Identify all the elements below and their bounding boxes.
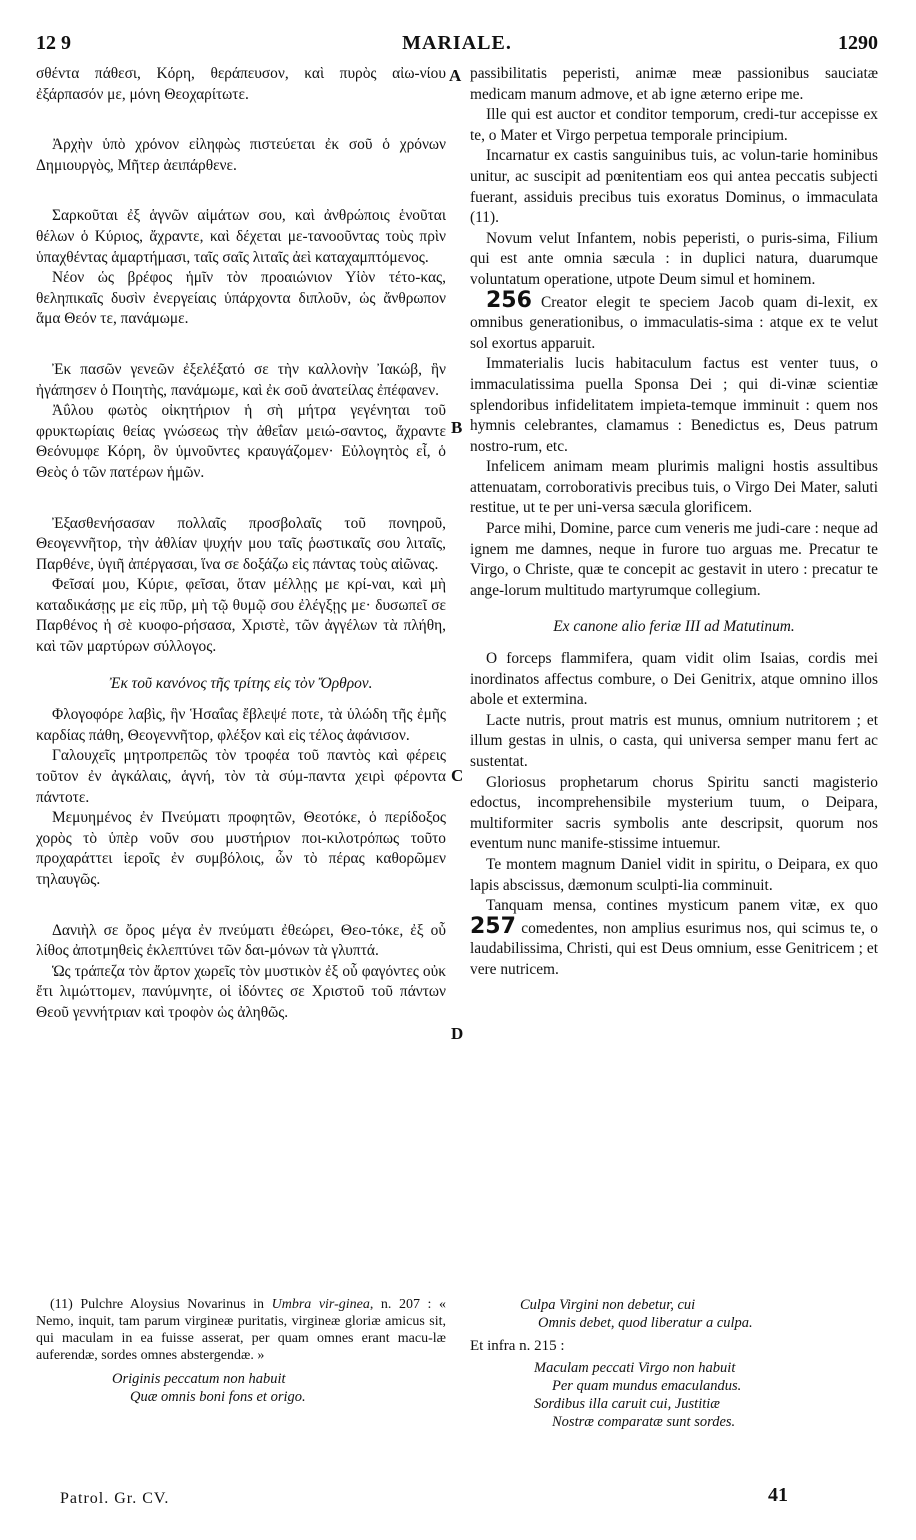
- greek-paragraph: Σαρκοῦται ἐξ ἁγνῶν αἱμάτων σου, καὶ ἀνθρώποις ἑνοῦται θέλων ὁ Κύριος, ἄχραντε, καὶ δέχεται με-τανοοῦντας τοὺς πρὶν ὑπαχθέντας ἁμαρτήμασι, ταῖς σαῖς λιταῖς ἀεὶ καταχαμπτόμενος.: [36, 207, 446, 266]
- footnote-verse: [112, 1370, 446, 1406]
- running-title: MARIALE.: [402, 32, 512, 54]
- greek-paragraph: Νέον ὡς βρέφος ἡμῖν τὸν προαιώνιον Υἱὸν τέτο-κας, θεληπικαῖς δυσὶν ἐνεργείαις ὑπάρχοντα διπλοῦν, ὡς ἄνθρωπον ἅμα Θεόν τε, πανάμωμε.: [36, 269, 446, 328]
- latin-paragraph: Parce mihi, Domine, parce cum veneris me judi-care : neque ad ignem me damnes, neque in furore tuo arguas me. Precatur te Virgo, o Christe, quæ te concepit ac gestavit in utero : precatur te ange-lorum multitudo martyrumque collegium.: [470, 520, 878, 599]
- greek-paragraph: Μεμυημένος ἐν Πνεύματι προφητῶν, Θεοτόκε, ὁ περίδοξος χορὸς τὸ ὑπὲρ νοῦν σου μυστήριον ποι-κιλοτρόπως τοῦτο προχαράττει ἱεροῖς ἐν συμβόλοις, ὧν τὸ πέρας καθορῶμεν τηλαυγῶς.: [36, 809, 446, 888]
- latin-paragraph: Immaterialis lucis habitaculum factus est venter tuus, o immaculatissima puella Sponsa Dei ; qui di-vinæ scientiæ splendoribus infidelitatem impieta-temque imminuit : quem nos hymnis celebrantes, clamamus : Benedictus es, Deus patrum nostro-rum, etc.: [470, 355, 878, 455]
- latin-paragraph-text: Creator elegit te speciem Jacob quam di-lexit, ex omnibus generationibus, o immaculatis-sima : atque ex te velut sol exortus apparuit.: [470, 293, 878, 352]
- footnote-right: [470, 1296, 878, 1431]
- latin-paragraph: Infelicem animam meam plurimis maligni hostis assultibus attenuatam, corroborativis precibus tuis, o Virgo Dei Mater, saluti restitue, ut te per uni-versa sæcula glorificem.: [470, 458, 878, 517]
- greek-paragraph: Δανιὴλ σε ὄρος μέγα ἐν πνεύματι ἐθεώρει, Θεο-τόκε, ἐξ οὗ λίθος ἀποτμηθεὶς ἐκλεπτύνει τῶν δαι-μόνων τὰ γλυπτά.: [36, 921, 446, 960]
- greek-paragraph: Ἐξασθενήσασαν πολλαῖς προσβολαῖς τοῦ πονηροῦ, Θεογεννῆτορ, τὴν ἀθλίαν ψυχήν μου ταῖς ῥωστικαῖς σου λιταῖς, Παρθένε, ὑγιῆ ἀπέργασαι, ἵνα σε δοξάζω εἰς πάντας τοὺς αἰῶνας.: [36, 514, 446, 573]
- greek-section-heading: Ἐκ τοῦ κανόνος τῆς τρίτης εἰς τὸν Ὄρθρον.: [109, 674, 373, 692]
- margin-letter-b: B: [451, 418, 463, 437]
- latin-paragraph-text: Tanquam mensa, contines mysticum panem vitæ, ex quo: [486, 897, 878, 915]
- footnote-verse: [534, 1359, 878, 1431]
- greek-column: [36, 64, 446, 1024]
- latin-paragraph-text: comedentes, non amplius esurimus nos, qui scimus te, o laudabilissima, Christi, qui est Deus omnium, esse Genitricem ; et vere nutricem.: [470, 919, 878, 978]
- greek-paragraph: σθέντα πάθεσι, Κόρη, θεράπευσον, καὶ πυρὸς αἰω-νίου ἐξάρπασόν με, μόνη Θεοχαρίτωτε.: [36, 65, 446, 103]
- footnote-reference: Et infra n. 215 :: [470, 1338, 565, 1354]
- column-number-256: 256: [486, 287, 532, 313]
- latin-paragraph: passibilitatis peperisti, animæ meæ passionibus sauciatæ medicam manum admove, et ab igne æterno eripe me.: [470, 65, 878, 103]
- verse-line: Per quam mundus emaculandus.: [552, 1378, 742, 1394]
- signature-number: 41: [768, 1484, 788, 1506]
- margin-letter-c: C: [451, 766, 464, 785]
- latin-paragraph: [470, 896, 878, 980]
- verse-line: Omnis debet, quod liberatur a culpa.: [538, 1315, 753, 1331]
- verse-line: Originis peccatum non habuit: [112, 1371, 286, 1387]
- footnote-body: , n. 207 : « Nemo, inquit, tam parum virgineæ puritatis, virgineæ gloriæ amicus sit, qui maculam in ea fuisse asserat, per quam omnes erant macu-læ auferendæ, sordes omnes abstergendæ. »: [36, 1297, 446, 1363]
- greek-paragraph: Ὡς τράπεζα τὸν ἄρτον χωρεῖς τὸν μυστικὸν ἐξ οὗ φαγόντες οὐκ ἔτι λιμώττομεν, πανύμνητε, οἱ ἰδόντες σε Χριστοῦ τοῦ πάντων Θεοῦ γεννήτριαν καὶ τροφὸν ὡς ἀληθῶς.: [36, 962, 446, 1021]
- latin-paragraph: Gloriosus prophetarum chorus Spiritu sancti magisterio edoctus, incomprehensibile mysterium tuum, o Deipara, multiformiter sacris symbolis ante descripsit, quorum nos eventum nunc manife-stissime intuemur.: [470, 773, 878, 853]
- footnote-work-title: Umbra vir-ginea: [271, 1297, 370, 1312]
- greek-paragraph: Ἐκ πασῶν γενεῶν ἐξελέξατό σε τὴν καλλονὴν Ἰακώβ, ἣν ἠγάπησεν ὁ Ποιητὴς, πανάμωμε, καὶ ἐκ σοῦ ἀνατείλας ἐπέφανεν.: [36, 360, 446, 399]
- signature-mark: Patrol. Gr. CV.: [60, 1490, 170, 1507]
- footnote-verse: [520, 1296, 878, 1332]
- footnote-left: [36, 1296, 446, 1406]
- latin-paragraph: [470, 287, 878, 355]
- footnote-lead: (11) Pulchre Aloysius Novarinus in: [50, 1297, 272, 1312]
- latin-column: [470, 64, 878, 981]
- verse-line: Nostræ comparatæ sunt sordes.: [552, 1414, 736, 1430]
- latin-paragraph: Novum velut Infantem, nobis peperisti, o puris-sima, Filium qui est ante omnia sæcula : in duplici natura, duarumque voluntatum operatione, utpote Deum simul et hominem.: [470, 229, 878, 288]
- column-number-257: 257: [470, 913, 516, 939]
- greek-paragraph: Φεῖσαί μου, Κύριε, φεῖσαι, ὅταν μέλλῃς με κρί-ναι, καὶ μὴ καταδικάσῃς με εἰς πῦρ, μὴ τῷ θυμῷ σου ἐλέγξῃς με· δυσωπεῖ σε Παρθένος ἡ σὲ κυοφο-ρήσασα, Χριστὲ, τῶν ἀγγέλων τὰ πλήθη, καὶ τῶν μαρτύρων σύλλογος.: [36, 576, 446, 656]
- page-number-right: 1290: [838, 32, 878, 54]
- verse-line: Quæ omnis boni fons et origo.: [130, 1389, 306, 1405]
- greek-paragraph: Φλογοφόρε λαβὶς, ἣν Ἡσαΐας ἔβλεψέ ποτε, τὰ ὑλώδη τῆς ἐμῆς καρδίας πάθη, Θεογεννῆτορ, φλέξον καὶ εἰς τέλος ἀφάνισον.: [36, 706, 446, 744]
- verse-line: Maculam peccati Virgo non habuit: [534, 1360, 736, 1376]
- greek-paragraph: Γαλουχεῖς μητροπρεπῶς τὸν τροφέα τοῦ παντὸς καὶ φέρεις τοῦτον ἐν ἀγκάλαις, ἁγνή, τὸν τὰ σύμ-παντα χειρὶ φέροντα πάντοτε.: [36, 747, 446, 806]
- latin-paragraph: Te montem magnum Daniel vidit in spiritu, o Deipara, ex quo lapis abscissus, dæmonum sculpti-lia comminuit.: [470, 855, 878, 894]
- latin-paragraph: O forceps flammifera, quam vidit olim Isaias, cordis mei inordinatos affectus combure, o Dei Genitrix, atque omnino illos abole et extermina.: [470, 650, 878, 709]
- margin-letter-d: D: [451, 1024, 464, 1043]
- latin-paragraph: Incarnatur ex castis sanguinibus tuis, ac volun-tarie hominibus unitur, ac suscipit ad pœnitentiam eos qui antea peccatis subjecti fuerant, assiduis precibus tuis exoratus Dominus, o immaculata (11).: [470, 147, 878, 227]
- greek-paragraph: Ἀρχὴν ὑπὸ χρόνον εἰληφὼς πιστεύεται ἐκ σοῦ ὁ χρόνων Δημιουργὸς, Μῆτερ ἀειπάρθενε.: [36, 136, 446, 174]
- latin-paragraph: Lacte nutris, prout matris est munus, omnium nutritorem ; et illum gestas in ulnis, o casta, qui universa semper manu fert ac sustentat.: [470, 711, 878, 770]
- latin-paragraph: Ille qui est auctor et conditor temporum, credi-tur accepisse ex te, o Mater et Virgo perpetua temporale principium.: [470, 106, 878, 144]
- greek-paragraph: Ἀΰλου φωτὸς οἰκητήριον ἡ σὴ μήτρα γεγένηται τοῦ φρυκτωρίαις θείας γνώσεως τὴν ἀθεΐαν μειώ-σαντος, ἄχραντε Θεόνυμφε Κόρη, ὃν ὑμνοῦντες κραυγάζομεν· Εὐλογητὸς εἶ, ὁ Θεὸς ὁ τῶν πατέρων ἡμῶν.: [36, 402, 446, 481]
- verse-line: Culpa Virgini non debetur, cui: [520, 1297, 696, 1313]
- margin-letter-a: A: [449, 66, 462, 85]
- verse-line: Sordibus illa caruit cui, Justitiæ: [534, 1396, 720, 1412]
- latin-section-heading: Ex canone alio feriæ III ad Matutinum.: [553, 618, 795, 636]
- page-header: [36, 32, 878, 58]
- footnote-text: [36, 1296, 446, 1364]
- page-number-left: 12 9: [36, 32, 71, 54]
